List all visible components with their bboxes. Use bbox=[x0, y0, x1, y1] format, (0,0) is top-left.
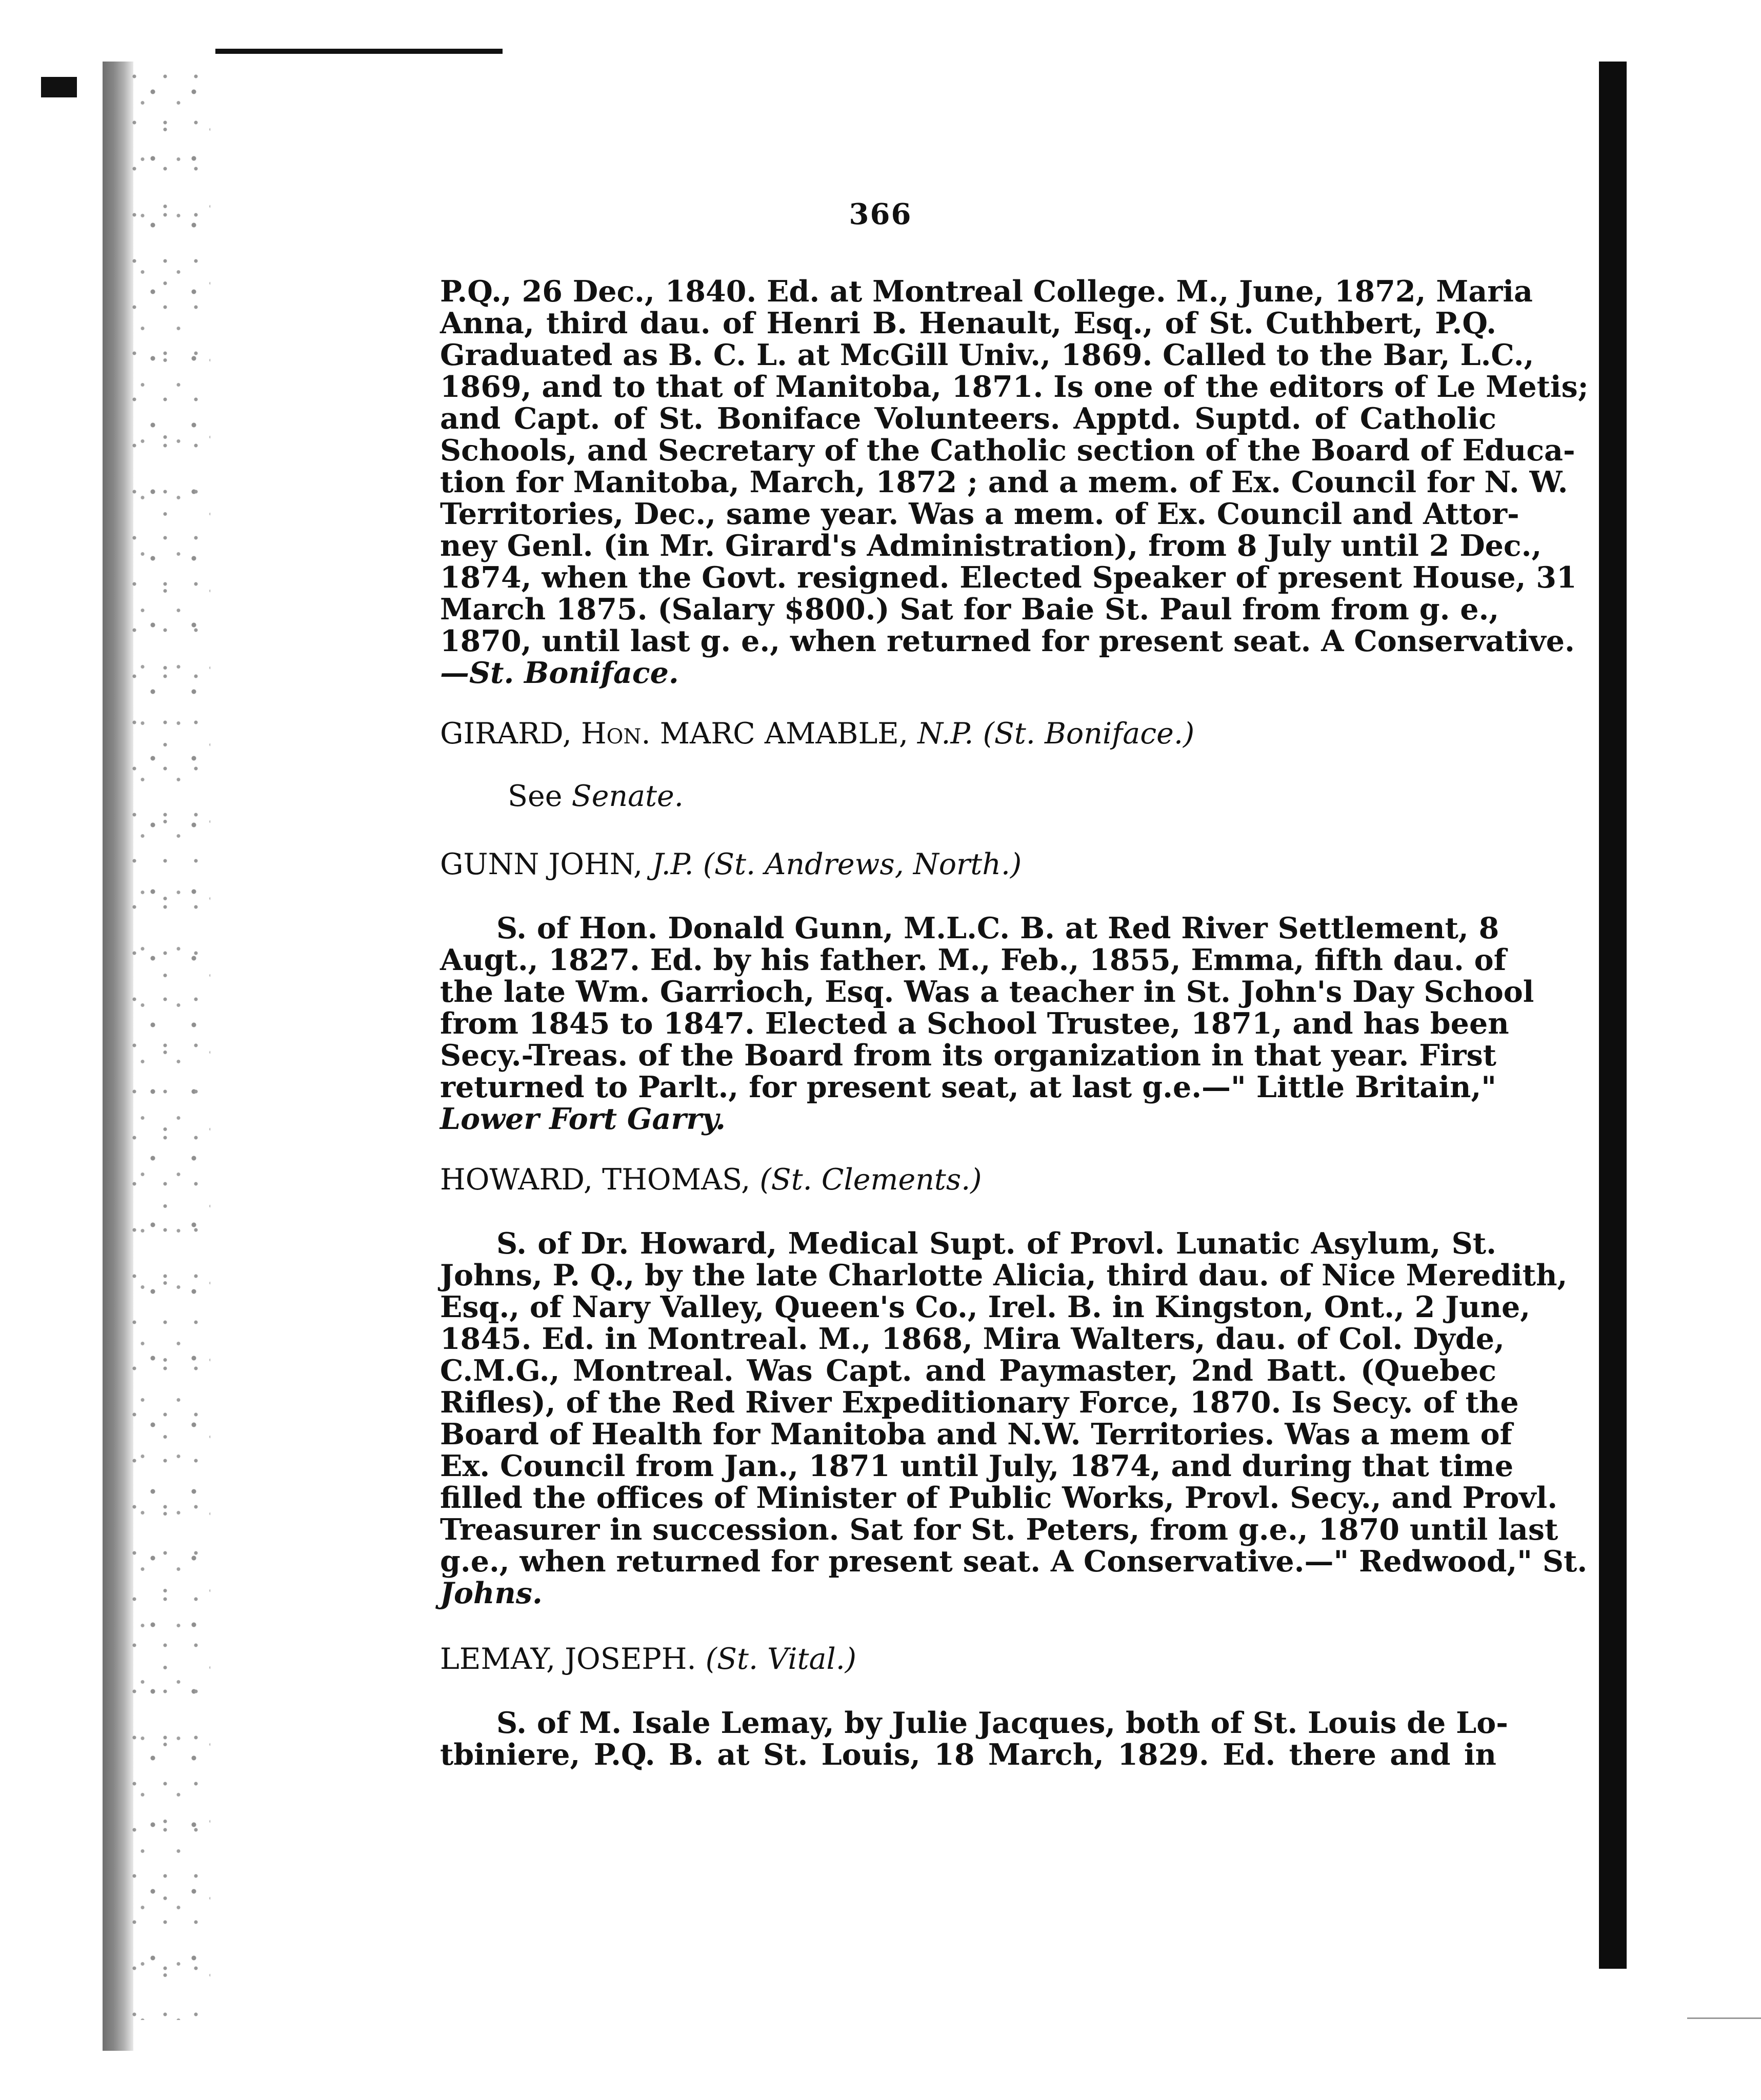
left-edge-mark bbox=[41, 77, 77, 97]
see-target: Senate. bbox=[571, 779, 684, 813]
entry-heading-lemay bbox=[440, 1643, 856, 1675]
text-line: tion for Manitoba, March, 1872 ; and a mem. of Ex. Council for N. W. bbox=[440, 465, 1568, 499]
top-rule bbox=[215, 49, 503, 54]
entry-name: GIRARD, Hon. MARC AMABLE, bbox=[440, 717, 909, 751]
right-edge-bar bbox=[1599, 62, 1627, 1969]
text-line: 1870, until last g. e., when returned for present seat. A Conservative. bbox=[440, 624, 1575, 658]
text-line: ney Genl. (in Mr. Girard's Administration), from 8 July until 2 Dec., bbox=[440, 529, 1542, 563]
text-line: the late Wm. Garrioch, Esq. Was a teacher in St. John's Day School bbox=[440, 975, 1534, 1009]
entry-constituency: (St. Andrews, North.) bbox=[703, 847, 1022, 881]
text-line: —St. Boniface. bbox=[440, 656, 679, 690]
text-line: Anna, third dau. of Henri B. Henault, Esq., of St. Cuthbert, P.Q. bbox=[440, 306, 1496, 340]
text-line: Graduated as B. C. L. at McGill Univ., 1869. Called to the Bar, L.C., bbox=[440, 338, 1534, 372]
entry-body-lemay bbox=[440, 1706, 1508, 1772]
text-line: 1874, when the Govt. resigned. Elected Speaker of present House, 31 bbox=[440, 560, 1577, 595]
text-line: 1869, and to that of Manitoba, 1871. Is one of the editors of Le Metis; bbox=[440, 370, 1589, 404]
text-line: Johns, P. Q., by the late Charlotte Alicia, third dau. of Nice Meredith, bbox=[440, 1258, 1568, 1293]
entry-heading-girard bbox=[440, 718, 1194, 750]
text-line: Ex. Council from Jan., 1871 until July, 1874, and during that time bbox=[440, 1449, 1514, 1483]
text-line: tbiniere, P.Q. B. at St. Louis, 18 March, 1829. Ed. there and in bbox=[440, 1738, 1496, 1772]
text-line: P.Q., 26 Dec., 1840. Ed. at Montreal College. M., June, 1872, Maria bbox=[440, 274, 1533, 309]
text-line: Board of Health for Manitoba and N.W. Territories. Was a mem of bbox=[440, 1417, 1513, 1451]
entry-name: LEMAY, JOSEPH. bbox=[440, 1642, 696, 1676]
text-line: Secy.-Treas. of the Board from its organization in that year. First bbox=[440, 1038, 1496, 1073]
entry-name: HOWARD, THOMAS, bbox=[440, 1163, 751, 1197]
text-line: Johns. bbox=[440, 1576, 543, 1610]
text-line: from 1845 to 1847. Elected a School Trustee, 1871, and has been bbox=[440, 1006, 1509, 1041]
text-line: Lower Fort Garry. bbox=[440, 1102, 726, 1136]
text-line: g.e., when returned for present seat. A Conservative.—" Redwood," St. bbox=[440, 1544, 1588, 1579]
text-line: returned to Parlt., for present seat, at last g.e.—" Little Britain," bbox=[440, 1070, 1496, 1104]
entry-heading-howard bbox=[440, 1164, 982, 1196]
entry-designation: J.P. bbox=[652, 847, 694, 881]
text-line: S. of Hon. Donald Gunn, M.L.C. B. at Red River Settlement, 8 bbox=[496, 911, 1499, 945]
text-line: filled the offices of Minister of Public Works, Provl. Secy., and Provl. bbox=[440, 1481, 1558, 1515]
see-reference bbox=[508, 780, 684, 812]
entry-continuation bbox=[440, 274, 1589, 690]
binding-specks bbox=[128, 72, 210, 2020]
entry-heading-gunn bbox=[440, 849, 1022, 880]
entry-body-gunn bbox=[440, 911, 1534, 1136]
text-line: Augt., 1827. Ed. by his father. M., Feb., 1855, Emma, fifth dau. of bbox=[440, 943, 1507, 977]
text-line: S. of Dr. Howard, Medical Supt. of Provl. Lunatic Asylum, St. bbox=[496, 1226, 1496, 1261]
entry-constituency: (St. Clements.) bbox=[759, 1163, 982, 1197]
entry-constituency: (St. Vital.) bbox=[705, 1642, 857, 1676]
entry-constituency: (St. Boniface.) bbox=[983, 717, 1195, 751]
see-prefix: See bbox=[508, 779, 563, 813]
text-line: Schools, and Secretary of the Catholic section of the Board of Educa- bbox=[440, 433, 1575, 468]
text-line: Rifles), of the Red River Expeditionary Force, 1870. Is Secy. of the bbox=[440, 1385, 1519, 1420]
bottom-rule bbox=[1687, 2017, 1761, 2019]
text-line: 1845. Ed. in Montreal. M., 1868, Mira Walters, dau. of Col. Dyde, bbox=[440, 1322, 1505, 1356]
entry-body-howard bbox=[440, 1226, 1588, 1610]
page-number: 366 bbox=[849, 197, 912, 231]
text-line: C.M.G., Montreal. Was Capt. and Paymaster, 2nd Batt. (Quebec bbox=[440, 1354, 1496, 1388]
text-line: March 1875. (Salary $800.) Sat for Baie St. Paul from from g. e., bbox=[440, 592, 1499, 627]
text-line: S. of M. Isale Lemay, by Julie Jacques, both of St. Louis de Lo- bbox=[496, 1706, 1508, 1740]
text-line: and Capt. of St. Boniface Volunteers. Apptd. Suptd. of Catholic bbox=[440, 401, 1496, 436]
text-line: Treasurer in succession. Sat for St. Peters, from g.e., 1870 until last bbox=[440, 1512, 1558, 1547]
entry-name: GUNN JOHN, bbox=[440, 847, 643, 881]
entry-designation: N.P. bbox=[917, 717, 974, 751]
text-line: Esq., of Nary Valley, Queen's Co., Irel. B. in Kingston, Ont., 2 June, bbox=[440, 1290, 1531, 1324]
text-line: Territories, Dec., same year. Was a mem. of Ex. Council and Attor- bbox=[440, 497, 1519, 531]
